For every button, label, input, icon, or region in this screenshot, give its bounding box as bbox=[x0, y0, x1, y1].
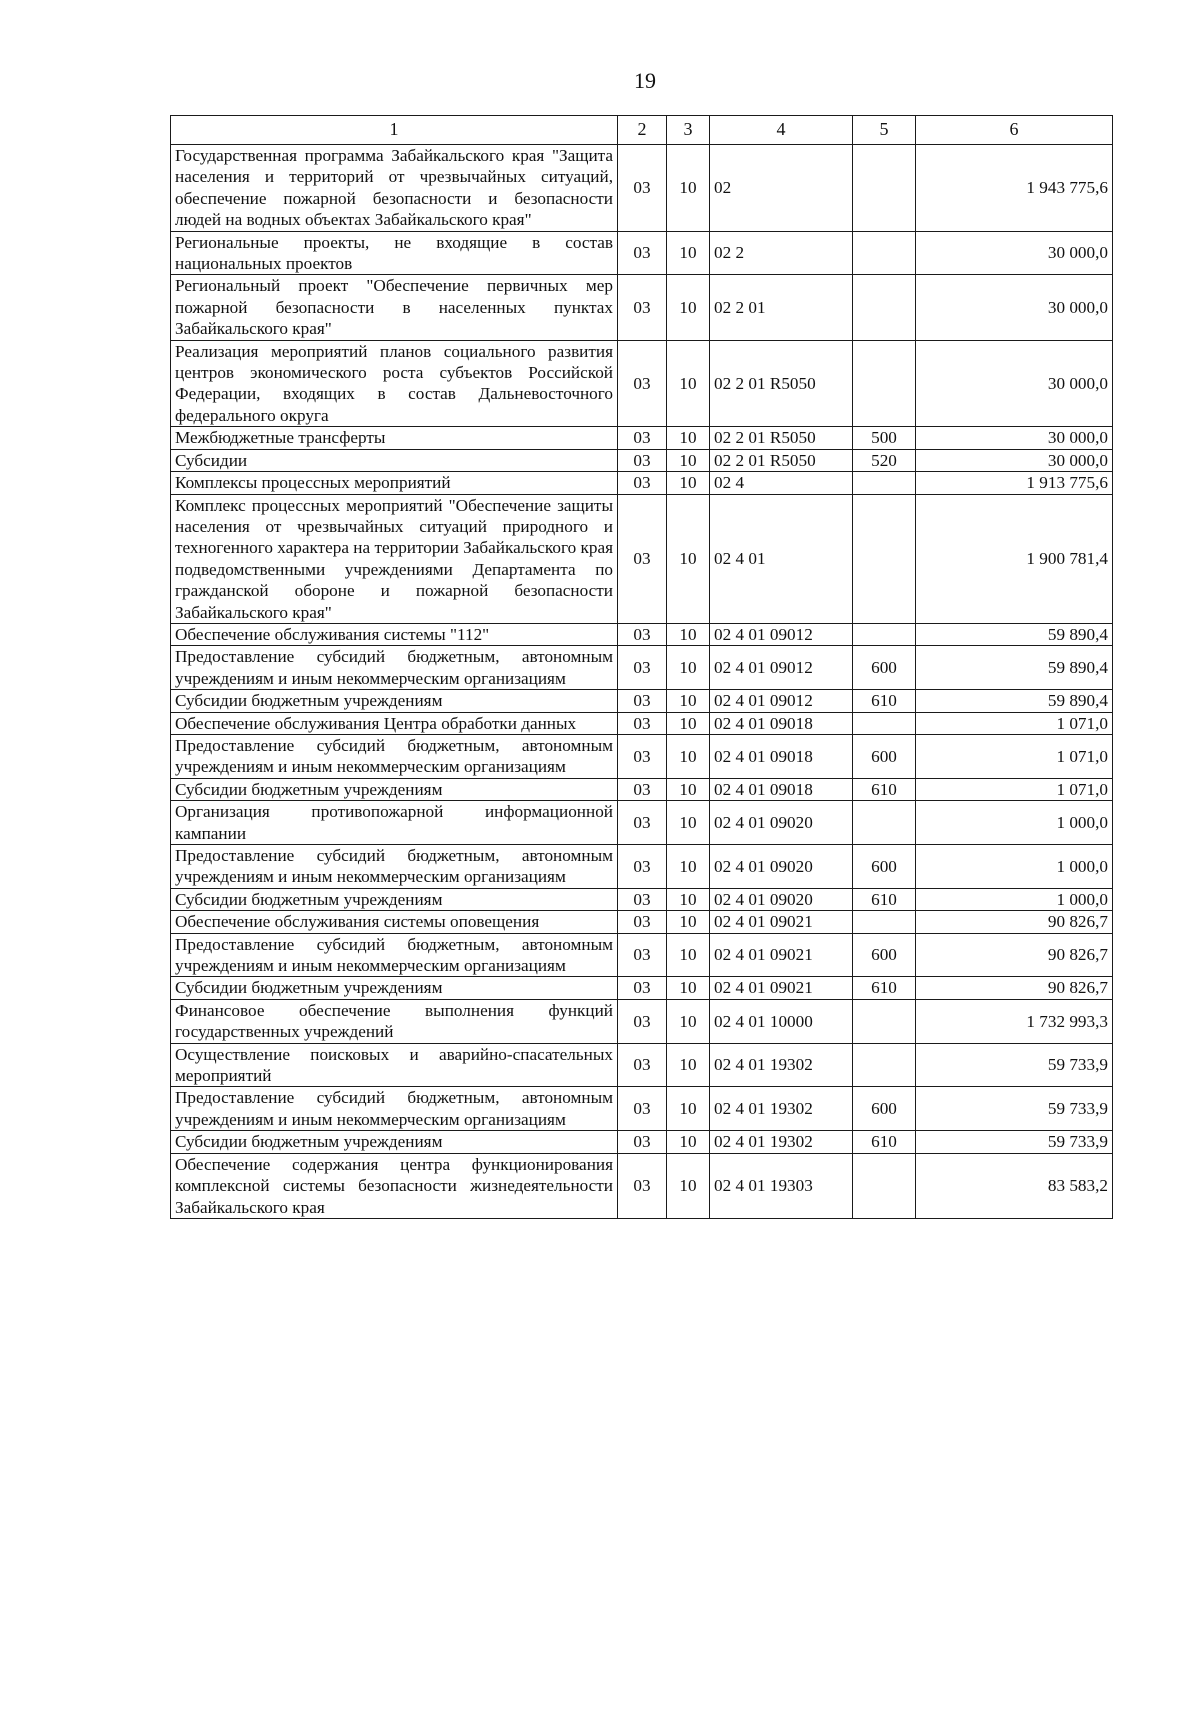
row-expense-type bbox=[853, 911, 916, 933]
row-amount: 1 000,0 bbox=[916, 888, 1113, 910]
row-amount: 1 071,0 bbox=[916, 734, 1113, 778]
row-target-code: 02 4 01 09012 bbox=[710, 623, 853, 645]
row-target-code: 02 4 01 19302 bbox=[710, 1131, 853, 1153]
row-target-code: 02 2 bbox=[710, 231, 853, 275]
row-subsection: 10 bbox=[667, 734, 710, 778]
row-subsection: 10 bbox=[667, 494, 710, 623]
row-amount: 1 943 775,6 bbox=[916, 145, 1113, 232]
table-row bbox=[171, 340, 1113, 427]
row-section: 03 bbox=[618, 712, 667, 734]
row-target-code: 02 4 01 09018 bbox=[710, 712, 853, 734]
row-subsection: 10 bbox=[667, 911, 710, 933]
table-row bbox=[171, 1087, 1113, 1131]
row-target-code: 02 4 01 09018 bbox=[710, 734, 853, 778]
row-subsection: 10 bbox=[667, 690, 710, 712]
header-col-5: 5 bbox=[853, 116, 916, 145]
row-expense-type bbox=[853, 999, 916, 1043]
row-expense-type: 610 bbox=[853, 977, 916, 999]
row-section: 03 bbox=[618, 449, 667, 471]
row-section: 03 bbox=[618, 888, 667, 910]
row-section: 03 bbox=[618, 734, 667, 778]
row-target-code: 02 4 01 09021 bbox=[710, 977, 853, 999]
table-row bbox=[171, 646, 1113, 690]
row-name: Обеспечение содержания центра функционирования комплексной системы безопасности жизнедеятельности Забайкальского края bbox=[171, 1153, 618, 1218]
row-name: Комплексы процессных мероприятий bbox=[171, 472, 618, 494]
row-name: Обеспечение обслуживания системы оповещения bbox=[171, 911, 618, 933]
row-expense-type: 600 bbox=[853, 1087, 916, 1131]
table-row bbox=[171, 911, 1113, 933]
row-expense-type bbox=[853, 1043, 916, 1087]
row-name: Обеспечение обслуживания системы "112" bbox=[171, 623, 618, 645]
row-expense-type: 600 bbox=[853, 933, 916, 977]
row-section: 03 bbox=[618, 1131, 667, 1153]
row-target-code: 02 4 01 19302 bbox=[710, 1087, 853, 1131]
table-row bbox=[171, 690, 1113, 712]
row-expense-type: 520 bbox=[853, 449, 916, 471]
row-expense-type: 600 bbox=[853, 646, 916, 690]
row-expense-type: 500 bbox=[853, 427, 916, 449]
row-subsection: 10 bbox=[667, 977, 710, 999]
row-subsection: 10 bbox=[667, 623, 710, 645]
row-expense-type bbox=[853, 340, 916, 427]
row-section: 03 bbox=[618, 494, 667, 623]
header-col-3: 3 bbox=[667, 116, 710, 145]
row-target-code: 02 4 01 09020 bbox=[710, 845, 853, 889]
header-col-2: 2 bbox=[618, 116, 667, 145]
row-amount: 59 890,4 bbox=[916, 646, 1113, 690]
row-target-code: 02 4 01 19302 bbox=[710, 1043, 853, 1087]
table-body bbox=[171, 145, 1113, 1219]
row-subsection: 10 bbox=[667, 999, 710, 1043]
row-amount: 1 000,0 bbox=[916, 801, 1113, 845]
row-section: 03 bbox=[618, 427, 667, 449]
row-amount: 1 000,0 bbox=[916, 845, 1113, 889]
row-subsection: 10 bbox=[667, 778, 710, 800]
row-expense-type bbox=[853, 1153, 916, 1218]
row-subsection: 10 bbox=[667, 646, 710, 690]
table-row bbox=[171, 888, 1113, 910]
row-amount: 90 826,7 bbox=[916, 977, 1113, 999]
row-expense-type bbox=[853, 145, 916, 232]
row-target-code: 02 4 01 09018 bbox=[710, 778, 853, 800]
row-amount: 30 000,0 bbox=[916, 427, 1113, 449]
row-target-code: 02 2 01 R5050 bbox=[710, 427, 853, 449]
row-name: Государственная программа Забайкальского края "Защита населения и территорий от чрезвычайных ситуаций, обеспечение пожарной безопасности и безопасности людей на водных объектах Забайкальского края" bbox=[171, 145, 618, 232]
row-name: Предоставление субсидий бюджетным, автономным учреждениям и иным некоммерческим организациям bbox=[171, 933, 618, 977]
table-row bbox=[171, 734, 1113, 778]
row-section: 03 bbox=[618, 1043, 667, 1087]
row-expense-type: 610 bbox=[853, 1131, 916, 1153]
table-row bbox=[171, 231, 1113, 275]
row-expense-type bbox=[853, 623, 916, 645]
row-name: Субсидии бюджетным учреждениям bbox=[171, 1131, 618, 1153]
table-header bbox=[171, 116, 1113, 145]
row-subsection: 10 bbox=[667, 801, 710, 845]
row-amount: 1 900 781,4 bbox=[916, 494, 1113, 623]
row-section: 03 bbox=[618, 977, 667, 999]
table-row bbox=[171, 145, 1113, 232]
row-amount: 83 583,2 bbox=[916, 1153, 1113, 1218]
row-target-code: 02 4 01 09012 bbox=[710, 690, 853, 712]
row-expense-type: 600 bbox=[853, 734, 916, 778]
row-name: Комплекс процессных мероприятий "Обеспечение защиты населения от чрезвычайных ситуаций природного и техногенного характера на территории Забайкальского края подведомственными учреждениями Департамента по гражданской обороне и пожарной безопасности Забайкальского края" bbox=[171, 494, 618, 623]
row-name: Межбюджетные трансферты bbox=[171, 427, 618, 449]
row-name: Реализация мероприятий планов социального развития центров экономического роста субъектов Российской Федерации, входящих в состав Дальневосточного федерального округа bbox=[171, 340, 618, 427]
row-name: Субсидии бюджетным учреждениям bbox=[171, 977, 618, 999]
row-section: 03 bbox=[618, 275, 667, 340]
row-amount: 30 000,0 bbox=[916, 275, 1113, 340]
table-row bbox=[171, 999, 1113, 1043]
row-amount: 59 733,9 bbox=[916, 1043, 1113, 1087]
row-name: Осуществление поисковых и аварийно-спасательных мероприятий bbox=[171, 1043, 618, 1087]
page-number: 19 bbox=[634, 68, 656, 93]
row-section: 03 bbox=[618, 1087, 667, 1131]
row-subsection: 10 bbox=[667, 1153, 710, 1218]
row-amount: 59 733,9 bbox=[916, 1131, 1113, 1153]
row-name: Региональные проекты, не входящие в состав национальных проектов bbox=[171, 231, 618, 275]
table-row bbox=[171, 427, 1113, 449]
table-row bbox=[171, 778, 1113, 800]
table-row bbox=[171, 712, 1113, 734]
table-row bbox=[171, 275, 1113, 340]
row-subsection: 10 bbox=[667, 845, 710, 889]
row-amount: 59 890,4 bbox=[916, 623, 1113, 645]
row-expense-type bbox=[853, 275, 916, 340]
row-target-code: 02 4 01 19303 bbox=[710, 1153, 853, 1218]
row-name: Финансовое обеспечение выполнения функций государственных учреждений bbox=[171, 999, 618, 1043]
row-expense-type: 610 bbox=[853, 888, 916, 910]
row-section: 03 bbox=[618, 999, 667, 1043]
row-target-code: 02 4 01 10000 bbox=[710, 999, 853, 1043]
row-amount: 1 071,0 bbox=[916, 778, 1113, 800]
row-expense-type: 600 bbox=[853, 845, 916, 889]
table-row bbox=[171, 845, 1113, 889]
row-name: Предоставление субсидий бюджетным, автономным учреждениям и иным некоммерческим организациям bbox=[171, 845, 618, 889]
row-name: Предоставление субсидий бюджетным, автономным учреждениям и иным некоммерческим организациям bbox=[171, 1087, 618, 1131]
row-section: 03 bbox=[618, 778, 667, 800]
row-name: Региональный проект "Обеспечение первичных мер пожарной безопасности в населенных пунктах Забайкальского края" bbox=[171, 275, 618, 340]
row-name: Субсидии бюджетным учреждениям bbox=[171, 888, 618, 910]
header-row bbox=[171, 116, 1113, 145]
row-expense-type bbox=[853, 494, 916, 623]
table-row bbox=[171, 472, 1113, 494]
header-col-4: 4 bbox=[710, 116, 853, 145]
row-target-code: 02 4 bbox=[710, 472, 853, 494]
row-expense-type: 610 bbox=[853, 690, 916, 712]
table-row bbox=[171, 623, 1113, 645]
row-name: Предоставление субсидий бюджетным, автономным учреждениям и иным некоммерческим организациям bbox=[171, 734, 618, 778]
row-target-code: 02 4 01 09021 bbox=[710, 933, 853, 977]
row-amount: 30 000,0 bbox=[916, 340, 1113, 427]
row-amount: 1 732 993,3 bbox=[916, 999, 1113, 1043]
table-row bbox=[171, 977, 1113, 999]
row-name: Субсидии бюджетным учреждениям bbox=[171, 690, 618, 712]
row-expense-type: 610 bbox=[853, 778, 916, 800]
row-target-code: 02 bbox=[710, 145, 853, 232]
header-col-6: 6 bbox=[916, 116, 1113, 145]
row-subsection: 10 bbox=[667, 275, 710, 340]
header-col-1: 1 bbox=[171, 116, 618, 145]
table-row bbox=[171, 1153, 1113, 1218]
row-subsection: 10 bbox=[667, 449, 710, 471]
row-target-code: 02 4 01 bbox=[710, 494, 853, 623]
row-subsection: 10 bbox=[667, 231, 710, 275]
row-expense-type bbox=[853, 231, 916, 275]
table-row bbox=[171, 1043, 1113, 1087]
row-target-code: 02 4 01 09021 bbox=[710, 911, 853, 933]
row-expense-type bbox=[853, 712, 916, 734]
row-section: 03 bbox=[618, 231, 667, 275]
row-amount: 90 826,7 bbox=[916, 911, 1113, 933]
row-section: 03 bbox=[618, 145, 667, 232]
row-expense-type bbox=[853, 801, 916, 845]
table-row bbox=[171, 801, 1113, 845]
table-row bbox=[171, 449, 1113, 471]
row-amount: 90 826,7 bbox=[916, 933, 1113, 977]
row-subsection: 10 bbox=[667, 340, 710, 427]
row-section: 03 bbox=[618, 1153, 667, 1218]
row-name: Предоставление субсидий бюджетным, автономным учреждениям и иным некоммерческим организациям bbox=[171, 646, 618, 690]
row-amount: 30 000,0 bbox=[916, 231, 1113, 275]
row-section: 03 bbox=[618, 845, 667, 889]
row-section: 03 bbox=[618, 911, 667, 933]
row-amount: 1 913 775,6 bbox=[916, 472, 1113, 494]
row-subsection: 10 bbox=[667, 933, 710, 977]
row-section: 03 bbox=[618, 690, 667, 712]
table-row bbox=[171, 933, 1113, 977]
row-section: 03 bbox=[618, 623, 667, 645]
row-subsection: 10 bbox=[667, 1131, 710, 1153]
row-name: Субсидии bbox=[171, 449, 618, 471]
table-row bbox=[171, 494, 1113, 623]
row-target-code: 02 2 01 R5050 bbox=[710, 449, 853, 471]
row-amount: 1 071,0 bbox=[916, 712, 1113, 734]
row-subsection: 10 bbox=[667, 1043, 710, 1087]
row-subsection: 10 bbox=[667, 888, 710, 910]
row-amount: 59 733,9 bbox=[916, 1087, 1113, 1131]
row-subsection: 10 bbox=[667, 1087, 710, 1131]
row-amount: 59 890,4 bbox=[916, 690, 1113, 712]
row-amount: 30 000,0 bbox=[916, 449, 1113, 471]
budget-table bbox=[170, 115, 1113, 1219]
row-subsection: 10 bbox=[667, 712, 710, 734]
row-section: 03 bbox=[618, 801, 667, 845]
row-target-code: 02 4 01 09012 bbox=[710, 646, 853, 690]
row-subsection: 10 bbox=[667, 145, 710, 232]
row-name: Субсидии бюджетным учреждениям bbox=[171, 778, 618, 800]
row-target-code: 02 2 01 R5050 bbox=[710, 340, 853, 427]
row-section: 03 bbox=[618, 933, 667, 977]
row-section: 03 bbox=[618, 646, 667, 690]
row-section: 03 bbox=[618, 340, 667, 427]
table-row bbox=[171, 1131, 1113, 1153]
row-name: Организация противопожарной информационной кампании bbox=[171, 801, 618, 845]
row-subsection: 10 bbox=[667, 427, 710, 449]
row-name: Обеспечение обслуживания Центра обработки данных bbox=[171, 712, 618, 734]
row-expense-type bbox=[853, 472, 916, 494]
row-target-code: 02 4 01 09020 bbox=[710, 888, 853, 910]
row-subsection: 10 bbox=[667, 472, 710, 494]
row-target-code: 02 2 01 bbox=[710, 275, 853, 340]
row-target-code: 02 4 01 09020 bbox=[710, 801, 853, 845]
row-section: 03 bbox=[618, 472, 667, 494]
